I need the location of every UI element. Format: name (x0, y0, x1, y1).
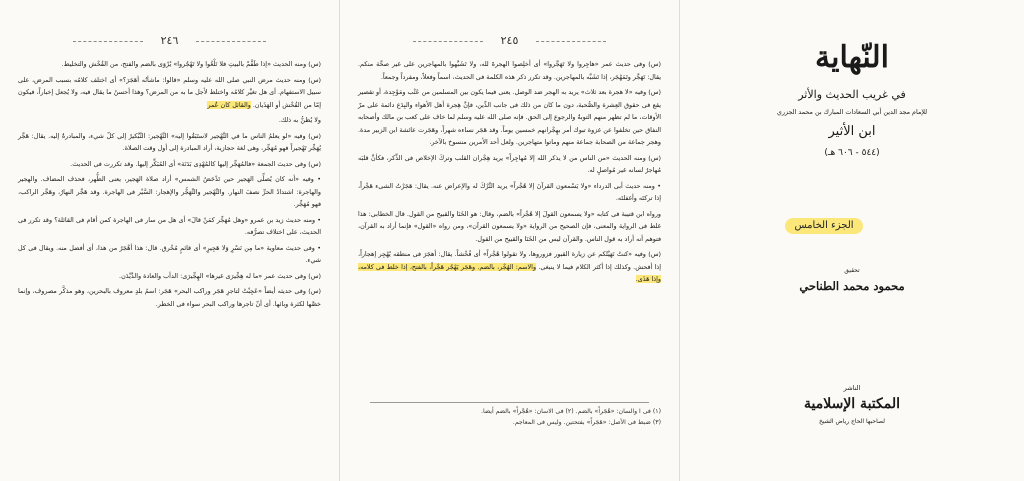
author-years: (٥٤٤ - ٦٠٦ هـ) (824, 148, 880, 158)
author-name: ابن الأثير (828, 124, 876, 139)
paragraph-text: (س) ومنه حديث مرض النبي صلى الله عليه وسلم «قالوا: ماشأنُه أهَجَرَ؟» أى اختلف كلامُه بسبب المرض، على سبيل الاستفهام. أى هل تغيَّر كلامُه واختلط لأجل ما به من المرض؟ وهذا أحسنُ ما يقال فيه، ولا يُجعل إخباراً، فيكون إمّا من الفُحْش أو الهَذَيان. (18, 75, 321, 109)
editor-label: تحقيق (844, 267, 860, 274)
paragraph (18, 214, 321, 239)
publisher-owner: لصاحبها الحاج رياض الشيخ (819, 418, 885, 425)
paragraph-text: • ومنه حديث أبى الدرداء «ولا يَسْمعون القرآنَ إلا هُجْراً» يريد التَّرْكَ له والإعراض عنه. يقال: هَجَرْتُ الشىء هَجْراً، إذا تركتَه وأغفلتَه. (358, 181, 661, 202)
page-number-text: ٢٤٥ (483, 34, 537, 47)
footnote: (١) فى ا والسان: «هُجَراً» بالضم. (٢) فى الاسان: «هُجْراً» بالضم أيضا. (481, 408, 661, 415)
paragraph (18, 74, 321, 112)
paragraph-text: ولا يُظنُّ به ذلك. (278, 116, 321, 124)
title-page (680, 0, 1024, 481)
paragraph (358, 208, 661, 246)
paragraph (18, 270, 321, 283)
volume-label: الجزء الخامس (785, 218, 863, 234)
page-number (0, 34, 339, 47)
page-text (358, 58, 661, 289)
page-number (340, 34, 679, 47)
paragraph (18, 114, 321, 127)
paragraph (358, 58, 661, 83)
paragraph-text: • ومنه حديث زيد بن عمرو «وهل مُهَجِّر كمَنْ قالَ» أى هل من سار فى الهاجرة كمن أقام فى القائلة؟ وقد تكرر فى الحديث، على اختلاف تصرُّفه. (18, 215, 321, 236)
left-page (0, 0, 340, 481)
paragraph-text: (س) وفى حديث عمر «ما له هِجِّيرَى غيرها» الهِجِّيرَى: الدأب والعادة والدَّيْدَن. (119, 271, 321, 280)
paragraph-text: ورواه ابن قتيبة فى كتابه «ولا يسمعون القولَ إلا هُجْراً» بالضم، وقال: هو الخَنَا والقبيح من القول. قال الخطابى: هذا غلط فى الرواية والمعنى، فإن الصحيح من الرواية «ولا يسمعون القرآن»، ومن رواه «القول» فإنما أراد به القرآن، فتوهم أنه أراد به قول الناس. والقرآن ليس من الخَنَا والقبيح من القول. (358, 209, 661, 243)
paragraph-text: • وفيه «أنه كان يُصلِّى الهَجير حين تَدْحَضُ الشمس» أراد صلاة الهَجير، يعنى الظُّهر، فحذف المضاف. والهجير والهاجرة: اشتدادُ الحرِّ نصفَ النهار. والتَّهْجير والتَّهَجُّر والإهجار: السَّيْر فى الهاجرة. وقد هَجَّر النهارُ، وهَجَّر الراكب، فهو مُهَجِّر. (18, 175, 321, 208)
editor-name: محمود محمد الطناحي (799, 279, 905, 293)
author-description: للإمام مجد الدين أبي السعادات المبارك بن محمد الجزري (776, 108, 928, 116)
footnote-divider (370, 402, 649, 403)
paragraph-text: (س) وفيه «كنتُ نَهَيْتُكم عن زيارة القبور فزوروها، ولا تقولوا هُجْراً» أى فُحْشاً. يقال: أهجَرَ فى منطقه يُهْجِر إهجاراً، إذا أفحش. وكذلك إذا أكثر الكلام فيما لا ينبغى. (358, 250, 661, 271)
paragraph (358, 248, 661, 286)
paragraph (18, 58, 321, 71)
paragraph-text: (س) وفيه «لو يعلمُ الناس ما في التَّهْجير لاستَبَقُوا إليه» التَّهْجير: التَّبْكيرُ إلى كلّ شيء، والمبادرةُ إليه. يقال: هَجَّر يُهَجِّر تَهْجيراً فهو مُهَجِّر، وهى لغة حجازية، أراد المبادرة إلى أول وقت الصلاة. (18, 131, 321, 152)
footnotes (358, 406, 661, 428)
paragraph-text: (س) وفيه «لا هجرة بعد ثلاث» يريد به الهجر ضد الوصل. يعنى فيما يكون بين المسلمين من عَتْب ومَوْجِدة، أو تقصير يقع فى حقوق العِشرة والصُّحبة، دون ما كان من ذلك فى جانب الدِّين، فإنَّ هِجرة أهل الأهواء والبِدَع دائمة على مرّ الأوقات، ما لم تظهر منهم التوبةُ والرجوع إلى الحق. فإنه صلى الله عليه وسلم لما خاف على كعب بن مالك وأصحابه النفاق حين تخلفوا عن غزوة تبوك أمر بهِجْرانهم خمسين يوماً. وقد هَجَر نساءه شهراً، وهَجَرت عائشة ابن الزبير مدة. وهجر جماعة من الصحابة جماعة منهم وماتوا متهاجرين. ولعل أحد الأمرين منسوخ بالآخر. (358, 88, 661, 146)
paragraph-text: (س) وفى حديث الجمعة «فالمُهَجِّر إليها كالمُهْدِى بَدَنَة» أى المُبَكِّر إليها. وقد تكررت فى الحديث. (70, 159, 321, 168)
paragraph-text: (س) ومنه الحديث «إذا طَفَّمْ بالبيتِ فلا تَلْغُوا ولا تَهْجُروا» يُرْوَى بالضم والفتح، من الفُحْش والتخليط. (61, 60, 321, 68)
paragraph (358, 152, 661, 177)
paragraph-text: (س) وفى حديثه أيضاً «عَجِبْتُ لتاجرِ هَجَر وراكب البحر» هَجَر: اسمُ بلدٍ معروف بالبحرين، وهو مذكَّر مصروف، وإنما خصَّها لكثرة وبائها. أى أنّ تاجرها وراكب البحر سواء فى الخطر. (18, 287, 321, 308)
paragraph (18, 242, 321, 267)
highlighted-text: والاسم: الهُجْر، بالضم. وهَجَر يَهْجُر هَجْراً، بالفتح، إذا خلط فى كلامه، وإذا هَذَى. (358, 262, 661, 283)
paragraph-text: (س) ومنه الحديث «من الناس من لا يذكر الله إلا مُهاجِراً» يريد هِجْران القلب وتركَ الإخلاص فى الذِّكر، فكأنَّ قلبَه مُهاجرٌ لسانه غير مُواصلٍ له. (358, 153, 661, 174)
middle-page (340, 0, 680, 481)
highlighted-text: والقائل كان عُمر (207, 100, 251, 109)
footnote: (٣) ضبط فى الأصل: «هَجَراً» بفتحتين. وليس فى المعاجم. (512, 419, 661, 426)
paragraph (358, 86, 661, 149)
paragraph (18, 173, 321, 211)
paragraph-text: (س) وفى حديث عمر «هاجِروا ولا تَهَجَّروا» أى أخلِصوا الهجرةَ لله، ولا تَشَبَّهوا بالمهاجرين على غير صحَّة منكم. يقال: تَهَجَّر وتَمَهْجَر، إذا تَشَبَّه بالمهاجرين. وقد تكرر ذكر هذه الكلمة فى الحديث، اسماً وفعلاً، ومفرداً وجمعاً. (358, 60, 661, 81)
book-title: النّهاية (815, 40, 889, 75)
page-number-text: ٢٤٦ (143, 34, 197, 47)
page-text (18, 58, 321, 313)
paragraph (18, 285, 321, 310)
publisher-name: المكتبة الإسلامية (804, 396, 900, 412)
paragraph (18, 158, 321, 171)
paragraph (358, 180, 661, 205)
paragraph-text: • وفى حديث معاوية «ما مِن نَسْرٍ وَلا هَجِيرٍ» أى قائمٍ مُحْرق. قال: هذا أهْجَرُ من هذا، أى أفضل منه. ويقال فى كل شيء. (18, 243, 321, 264)
paragraph (18, 130, 321, 155)
book-subtitle: في غريب الحديث والأثر (798, 88, 906, 101)
publisher-label: الناشر (843, 384, 861, 392)
